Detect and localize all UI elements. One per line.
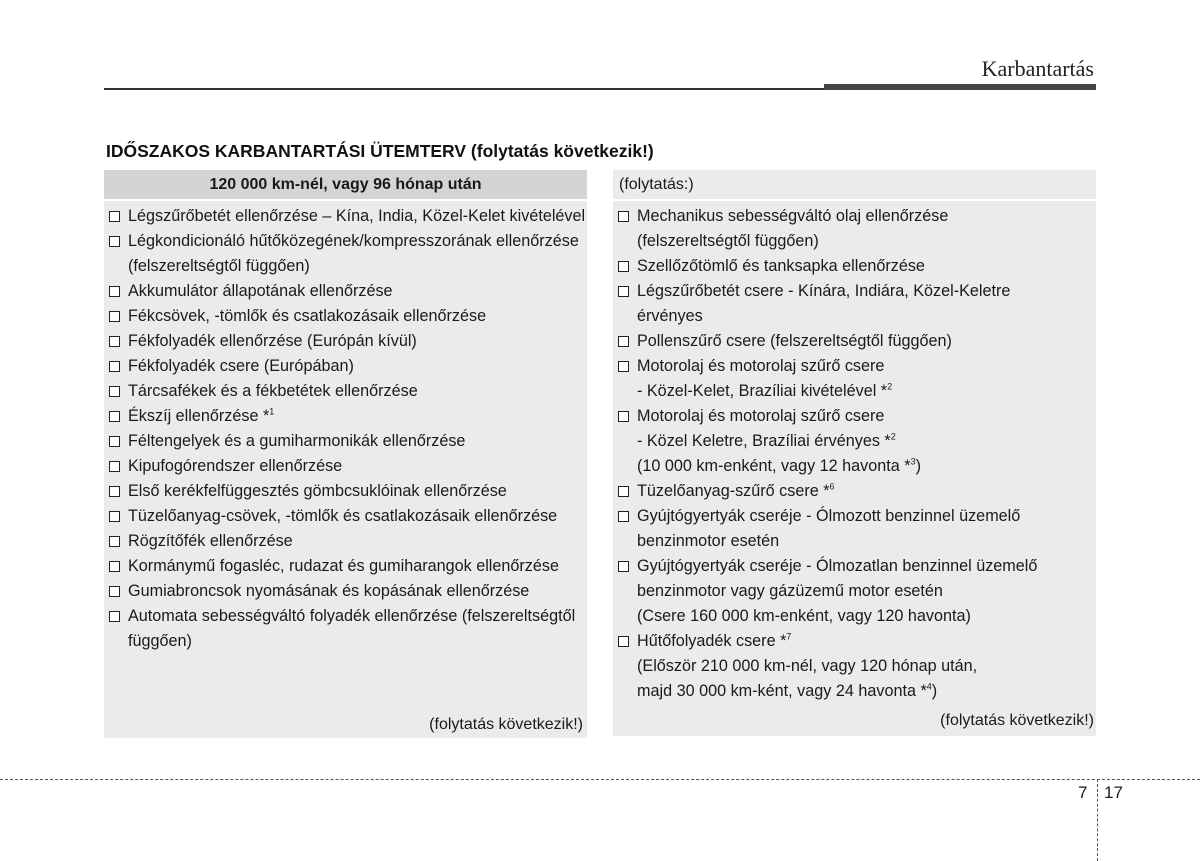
list-item <box>615 404 1096 479</box>
item-text: Gyújtógyertyák cseréje - Ólmozatlan benzinnel üzemelő <box>637 557 1038 575</box>
checkbox-square-icon <box>109 211 120 222</box>
item-text: (10 000 km-enként, vagy 12 havonta * <box>637 457 911 475</box>
item-text: Első kerékfelfüggesztés gömbcsuklóinak ellenőrzése <box>128 482 507 500</box>
item-text: - Közel-Kelet, Brazíliai kivételével * <box>637 382 888 400</box>
checkbox-square-icon <box>618 411 629 422</box>
checkbox-square-icon <box>109 336 120 347</box>
list-item <box>106 279 587 304</box>
footnote-ref: 7 <box>786 631 792 642</box>
item-line <box>637 379 1096 404</box>
item-text: Kipufogórendszer ellenőrzése <box>128 457 343 475</box>
checkbox-square-icon <box>618 561 629 572</box>
item-text: Pollenszűrő csere (felszereltségtől függően) <box>637 332 952 350</box>
item-line <box>637 529 1096 554</box>
checkbox-square-icon <box>109 436 120 447</box>
checkbox-square-icon <box>109 311 120 322</box>
list-item <box>106 204 587 229</box>
checkbox-square-icon <box>109 236 120 247</box>
item-text: (Csere 160 000 km-enként, vagy 120 havonta) <box>637 607 971 625</box>
checkbox-square-icon <box>109 411 120 422</box>
list-item <box>615 279 1096 329</box>
item-text: Ékszíj ellenőrzése * <box>128 407 270 425</box>
right-schedule-panel <box>613 170 1096 736</box>
checkbox-square-icon <box>109 486 120 497</box>
item-line <box>637 304 1096 329</box>
item-text-suffix: ) <box>915 457 921 475</box>
item-text: Tüzelőanyag-szűrő csere * <box>637 482 830 500</box>
item-text: (felszereltségtől függően) <box>637 232 819 250</box>
list-item <box>615 479 1096 504</box>
list-item <box>615 354 1096 404</box>
left-continued-note: (folytatás következik!) <box>429 716 583 733</box>
item-line <box>637 629 1096 654</box>
item-text: Motorolaj és motorolaj szűrő csere <box>637 357 885 375</box>
checkbox-square-icon <box>618 336 629 347</box>
right-panel-heading: (folytatás:) <box>613 170 1096 201</box>
item-text: - Közel Keletre, Brazíliai érvényes * <box>637 432 891 450</box>
item-line <box>637 679 1096 704</box>
item-line <box>637 554 1096 579</box>
item-text: (Először 210 000 km-nél, vagy 120 hónap után, <box>637 657 978 675</box>
footnote-ref: 2 <box>887 381 893 392</box>
list-item <box>106 529 587 554</box>
item-text: benzinmotor vagy gázüzemű motor esetén <box>637 582 943 600</box>
item-text: Fékfolyadék csere (Európában) <box>128 357 354 375</box>
item-line <box>637 279 1096 304</box>
right-continued-note: (folytatás következik!) <box>940 712 1094 729</box>
footnote-ref: 1 <box>269 406 275 417</box>
list-item <box>106 604 587 654</box>
item-text: Légszűrőbetét csere - Kínára, Indiára, Közel-Keletre <box>637 282 1011 300</box>
left-checklist <box>104 201 587 654</box>
list-item <box>106 329 587 354</box>
checkbox-square-icon <box>109 361 120 372</box>
item-text: Tárcsafékek és a fékbetétek ellenőrzése <box>128 382 418 400</box>
item-text: Tüzelőanyag-csövek, -tömlők és csatlakozásaik ellenőrzése <box>128 507 558 525</box>
item-line <box>637 254 1096 279</box>
list-item <box>615 504 1096 554</box>
item-text: Légszűrőbetét ellenőrzése – Kína, India, Közel-Kelet kivételével <box>128 207 586 225</box>
item-line <box>637 604 1096 629</box>
item-text: Fékcsövek, -tömlők és csatlakozásaik ellenőrzése <box>128 307 487 325</box>
list-item <box>615 254 1096 279</box>
item-text: Légkondicionáló hűtőközegének/kompresszorának ellenőrzése (felszereltségtől függően) <box>128 232 579 275</box>
checkbox-square-icon <box>618 261 629 272</box>
item-text: Akkumulátor állapotának ellenőrzése <box>128 282 393 300</box>
item-line <box>637 229 1096 254</box>
checkbox-square-icon <box>618 636 629 647</box>
item-line <box>637 479 1096 504</box>
list-item <box>106 354 587 379</box>
section-title: IDŐSZAKOS KARBANTARTÁSI ÜTEMTERV (folytatás következik!) <box>106 141 654 161</box>
checkbox-square-icon <box>618 361 629 372</box>
item-text: majd 30 000 km-ként, vagy 24 havonta * <box>637 682 927 700</box>
item-text: Gumiabroncsok nyomásának és kopásának ellenőrzése <box>128 582 530 600</box>
item-text: Motorolaj és motorolaj szűrő csere <box>637 407 885 425</box>
list-item <box>106 379 587 404</box>
item-text: Szellőzőtömlő és tanksapka ellenőrzése <box>637 257 925 275</box>
item-text: Gyújtógyertyák cseréje - Ólmozott benzinnel üzemelő <box>637 507 1021 525</box>
checkbox-square-icon <box>618 486 629 497</box>
item-text: Rögzítőfék ellenőrzése <box>128 532 293 550</box>
header-title: Karbantartás <box>981 56 1094 81</box>
list-item <box>106 454 587 479</box>
checkbox-square-icon <box>109 536 120 547</box>
footnote-ref: 2 <box>890 431 896 442</box>
page-number: 17 <box>1104 783 1123 802</box>
checkbox-square-icon <box>618 211 629 222</box>
checkbox-square-icon <box>109 611 120 622</box>
footer-dashed-rule <box>0 779 1200 780</box>
list-item <box>106 479 587 504</box>
item-text: Hűtőfolyadék csere * <box>637 632 787 650</box>
footnote-ref: 6 <box>829 481 835 492</box>
list-item <box>106 554 587 579</box>
checkbox-square-icon <box>618 511 629 522</box>
item-line <box>637 579 1096 604</box>
left-schedule-panel <box>104 170 587 738</box>
item-line <box>637 354 1096 379</box>
checkbox-square-icon <box>109 511 120 522</box>
checkbox-square-icon <box>109 461 120 472</box>
list-item <box>615 329 1096 354</box>
chapter-number: 7 <box>1078 783 1088 802</box>
item-text: érvényes <box>637 307 703 325</box>
item-text: benzinmotor esetén <box>637 532 780 550</box>
list-item <box>106 229 587 279</box>
list-item <box>615 554 1096 629</box>
item-text: Mechanikus sebességváltó olaj ellenőrzése <box>637 207 949 225</box>
item-line <box>637 454 1096 479</box>
checkbox-square-icon <box>109 386 120 397</box>
item-line <box>637 329 1096 354</box>
list-item <box>106 429 587 454</box>
item-text: Féltengelyek és a gumiharmonikák ellenőrzése <box>128 432 466 450</box>
item-line <box>637 654 1096 679</box>
item-line <box>637 429 1096 454</box>
checkbox-square-icon <box>109 286 120 297</box>
list-item <box>106 304 587 329</box>
list-item <box>615 629 1096 704</box>
item-line <box>637 504 1096 529</box>
checkbox-square-icon <box>109 561 120 572</box>
footer-dashed-divider <box>1097 779 1098 861</box>
header-rule-accent <box>824 84 1096 90</box>
list-item <box>615 204 1096 254</box>
item-line <box>637 404 1096 429</box>
footnote-ref: 3 <box>910 456 916 467</box>
item-text: Automata sebességváltó folyadék ellenőrzése (felszereltségtől függően) <box>128 607 576 650</box>
item-line <box>637 204 1096 229</box>
list-item <box>106 579 587 604</box>
footnote-ref: 4 <box>926 681 932 692</box>
list-item <box>106 504 587 529</box>
list-item <box>106 404 587 429</box>
item-text: Kormánymű fogasléc, rudazat és gumiharangok ellenőrzése <box>128 557 560 575</box>
left-panel-heading: 120 000 km-nél, vagy 96 hónap után <box>104 170 587 201</box>
right-checklist <box>613 201 1096 704</box>
checkbox-square-icon <box>618 286 629 297</box>
item-text: Fékfolyadék ellenőrzése (Európán kívül) <box>128 332 417 350</box>
item-text-suffix: ) <box>931 682 938 700</box>
checkbox-square-icon <box>109 586 120 597</box>
